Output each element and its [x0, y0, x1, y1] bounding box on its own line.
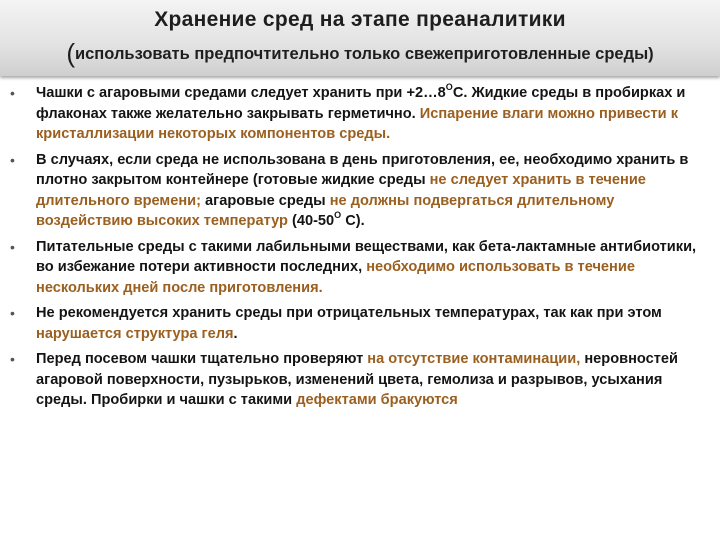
highlighted-text: Испарение влаги можно привести к кристаллизации некоторых компонентов среды. [36, 105, 679, 142]
highlighted-text: на отсутствие контаминации, [367, 351, 581, 367]
bullet-icon: • [10, 351, 15, 367]
bullet-icon: • [10, 85, 15, 101]
bullet-list [0, 83, 720, 416]
title-banner [0, 0, 720, 76]
item-text: В случаях, если среда не использована в день приготовления, ее, необходимо хранить в плотно закрытом контейнере (готовые жидкие среды [36, 151, 689, 188]
item-text: Чашки с агаровыми средами следует хранить при +2…8 [36, 85, 446, 101]
highlighted-text: нарушается структура геля [36, 325, 234, 342]
bullet-icon: • [10, 151, 15, 168]
item-text: С. Жидкие среды в пробирках и флаконах также желательно закрывать герметично. [36, 85, 686, 122]
item-text: . [233, 325, 238, 342]
item-text: неровностей агаровой поверхности, пузырьков, изменений цвета, гемолиза и разрывов, усыхания среды. Пробирки и чашки с такими [36, 351, 678, 408]
bullet-item [0, 303, 720, 344]
highlighted-text: необходимо использовать в течение нескольких дней после приготовления. [36, 259, 635, 296]
item-text: агаровые среды [200, 192, 330, 209]
bullet-item [0, 237, 720, 299]
bullet-item [0, 150, 720, 232]
highlighted-text: не должны подвергаться длительному воздействию высоких температур [36, 192, 615, 229]
highlighted-text: дефектами бракуются [296, 392, 458, 408]
item-text: Перед посевом чашки тщательно проверяют [36, 351, 368, 367]
slide-title: Хранение сред на этапе преаналитики [154, 8, 566, 31]
slide-subtitle [0, 40, 720, 68]
item-text: (40-50 [287, 213, 335, 229]
subtitle-open-paren: ( [66, 38, 75, 68]
item-text: Питательные среды с такими лабильными веществами, как бета-лактамные антибиотики, во избежание потери активности последних, [36, 238, 697, 275]
subtitle-close-paren: ) [648, 45, 654, 63]
bullet-icon: • [10, 238, 15, 255]
bullet-item [0, 83, 720, 145]
item-text: С). [341, 213, 365, 229]
highlighted-text: не следует хранить в течение длительного времени; [36, 172, 646, 209]
bullet-icon: • [10, 305, 15, 321]
subtitle-text: использовать предпочтительно только свежеприготовленные среды [74, 45, 649, 63]
degree-superscript: O [445, 82, 453, 92]
degree-superscript: O [334, 210, 342, 220]
bullet-item [0, 349, 720, 411]
item-text: Не рекомендуется хранить среды при отрицательных температурах, так как при этом [36, 305, 662, 321]
